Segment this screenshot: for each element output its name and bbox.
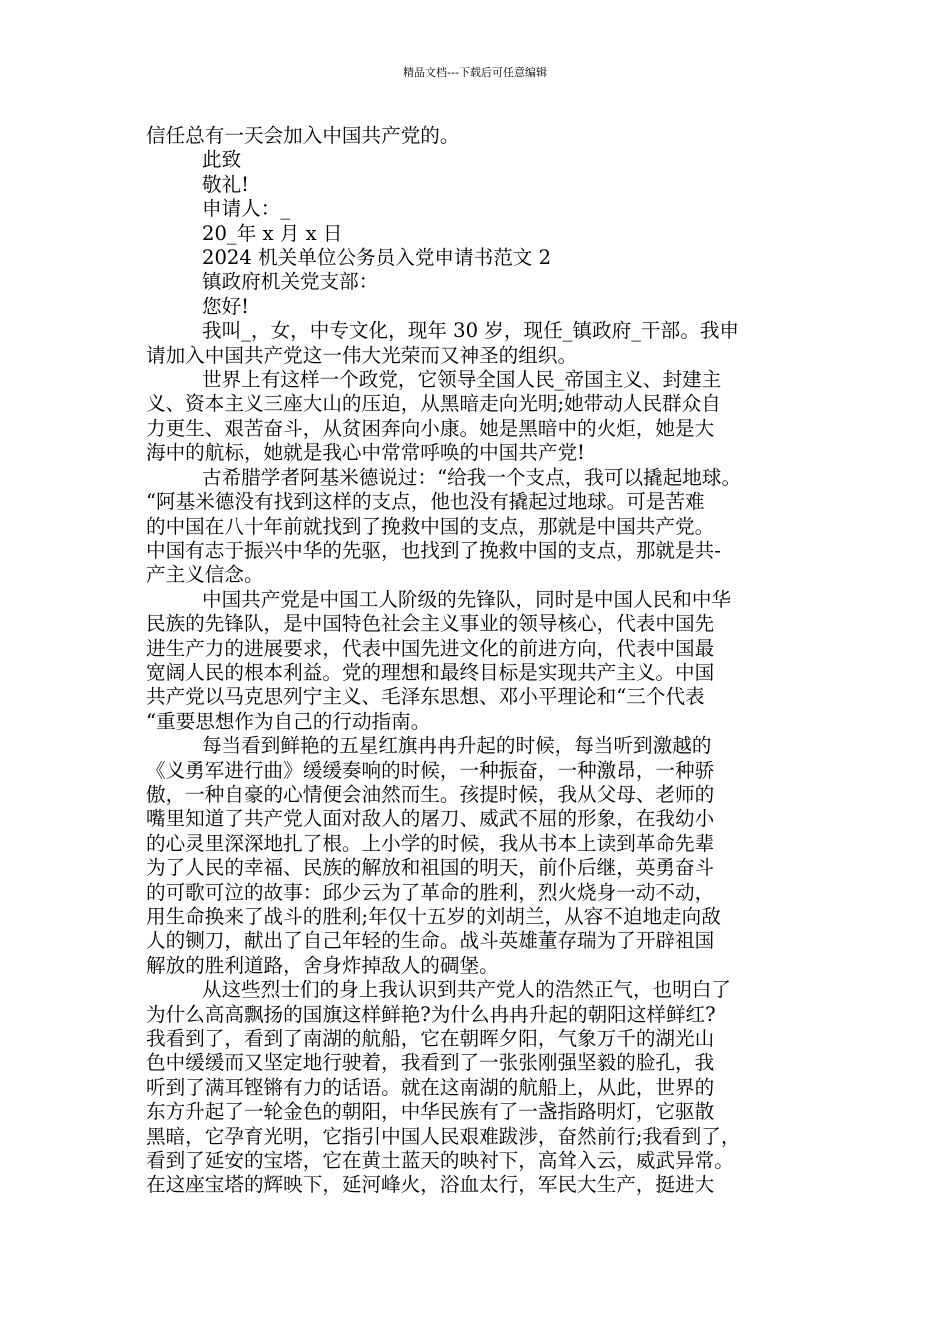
text-line: 世界上有这样一个政党，它领导全国人民_帝国主义、封建主 bbox=[202, 368, 722, 392]
text-line: 黑暗，它孕育光明，它指引中国人民艰难跋涉，奋然前行;我看到了， bbox=[146, 1124, 741, 1148]
text-line: 嘴里知道了共产党人面对敌人的屠刀、威武不屈的形象，在我幼小 bbox=[146, 807, 715, 831]
text-line: 产主义信念。 bbox=[146, 563, 264, 587]
text-line: 的中国在八十年前就找到了挽救中国的支点，那就是中国共产党。 bbox=[146, 514, 715, 538]
text-line: 从这些烈士们的身上我认识到共产党人的浩然正气，也明白了 bbox=[202, 978, 732, 1002]
text-line: 色中缓缓而又坚定地行驶着，我看到了一张张刚强坚毅的脸孔，我 bbox=[146, 1051, 715, 1075]
page-header: 精品文档---下载后可任意编辑 bbox=[403, 66, 547, 79]
text-line: 在这座宝塔的辉映下，延河峰火，浴血太行，军民大生产，挺进大 bbox=[146, 1173, 715, 1197]
text-line: 我看到了，看到了南湖的航船，它在朝晖夕阳，气象万千的湖光山 bbox=[146, 1027, 715, 1051]
text-line: 傲，一种自豪的心情便会油然而生。孩提时候，我从父母、老师的 bbox=[146, 782, 715, 806]
text-line: 海中的航标，她就是我心中常常呼唤的中国共产党! bbox=[146, 441, 585, 465]
text-line: 信任总有一天会加入中国共产党的。 bbox=[146, 124, 460, 147]
text-line: 20_年 x 月 x 日 bbox=[202, 221, 343, 245]
text-line: 古希腊学者阿基米德说过：“给我一个支点，我可以撬起地球。 bbox=[202, 465, 742, 489]
text-line: 的心灵里深深地扎了根。上小学的时候，我从书本上读到革命先辈 bbox=[146, 831, 715, 855]
text-line: 力更生、艰苦奋斗，从贫困奔向小康。她是黑暗中的火炬，她是大 bbox=[146, 416, 715, 440]
text-line: 镇政府机关党支部： bbox=[202, 270, 379, 294]
text-line: 看到了延安的宝塔，它在黄土蓝天的映衬下，高耸入云，威武异常。 bbox=[146, 1149, 734, 1173]
text-line: 用生命换来了战斗的胜利;年仅十五岁的刘胡兰，从容不迫地走向敌 bbox=[146, 905, 721, 928]
text-line: “重要思想作为自己的行动指南。 bbox=[146, 709, 431, 733]
text-line: 申请人：_ bbox=[202, 197, 291, 221]
text-line: 解放的胜利道路，舍身炸掉敌人的碉堡。 bbox=[146, 953, 499, 977]
text-line: 中国有志于振兴中华的先驱，也找到了挽救中国的支点，那就是共- bbox=[146, 538, 721, 562]
text-line: 为什么高高飘扬的国旗这样鲜艳?为什么冉冉升起的朝阳这样鲜红? bbox=[146, 1002, 716, 1026]
document-body bbox=[146, 124, 806, 1198]
text-line: 人的铡刀，献出了自己年轻的生命。战斗英雄董存瑞为了开辟祖国 bbox=[146, 929, 715, 953]
text-line: 进生产力的进展要求，代表中国先进文化的前进方向，代表中国最 bbox=[146, 636, 715, 660]
text-line: 《义勇军进行曲》缓缓奏响的时候，一种振奋，一种激昂，一种骄 bbox=[146, 758, 715, 782]
text-line: 东方升起了一轮金色的朝阳，中华民族有了一盏指路明灯，它驱散 bbox=[146, 1100, 715, 1124]
text-line: 的可歌可泣的故事：邱少云为了革命的胜利，烈火烧身一动不动， bbox=[146, 880, 715, 904]
text-line: 听到了满耳铿锵有力的话语。就在这南湖的航船上，从此，世界的 bbox=[146, 1075, 715, 1099]
text-line: 敬礼! bbox=[202, 172, 250, 196]
text-line: 请加入中国共产党这一伟大光荣而又神圣的组织。 bbox=[146, 343, 578, 367]
text-line: 我叫_，女，中专文化，现年 30 岁，现任_镇政府_干部。我申 bbox=[202, 319, 740, 343]
text-line: 每当看到鲜艳的五星红旗冉冉升起的时候，每当听到激越的 bbox=[202, 734, 712, 758]
text-line: 民族的先锋队，是中国特色社会主义事业的领导核心，代表中国先 bbox=[146, 612, 715, 636]
text-line: 中国共产党是中国工人阶级的先锋队，同时是中国人民和中华 bbox=[202, 587, 732, 611]
text-line: 共产党以马克思列宁主义、毛泽东思想、邓小平理论和“三个代表 bbox=[146, 685, 705, 709]
text-line: 义、资本主义三座大山的压迫，从黑暗走向光明;她带动人民群众自 bbox=[146, 392, 721, 416]
text-line: 2024 机关单位公务员入党申请书范文 2 bbox=[202, 246, 552, 270]
text-line: 为了人民的幸福、民族的解放和祖国的明天，前仆后继，英勇奋斗 bbox=[146, 856, 715, 880]
text-line: 此致 bbox=[202, 148, 242, 172]
text-line: “阿基米德没有找到这样的支点，他也没有撬起过地球。可是苦难 bbox=[146, 490, 705, 514]
text-line: 宽阔人民的根本利益。党的理想和最终目标是实现共产主义。中国 bbox=[146, 660, 715, 684]
text-line: 您好! bbox=[202, 294, 250, 318]
